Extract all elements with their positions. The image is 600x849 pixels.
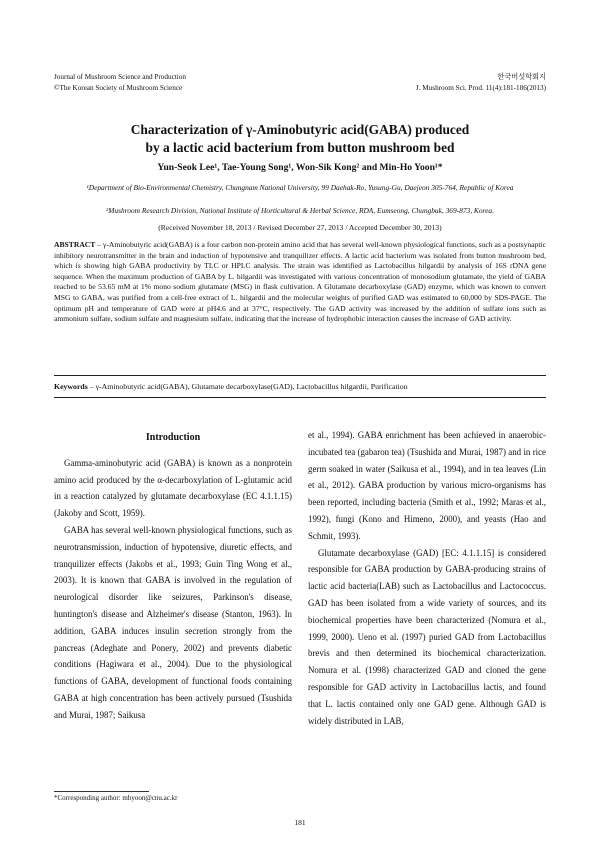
corresponding-author-footnote: *Corresponding author: mhyoon@cnu.ac.kr (54, 794, 178, 802)
intro-paragraph-3: et al., 1994). GABA enrichment has been achieved in anaerobic-incubated tea (gabaron tea) (Tsushida and Murai, 1987) and in rice germ soaked in water (Saikusa et al., 1994), and in tea leaves (Lin et al., 2012). GABA production by various micro-organisms has been reported, including bacteria (Smith et al., 1992; Maras et al., 1992), fungi (Kono and Himeno, 2000), and yeasts (Hao and Schmit, 1993). (308, 430, 546, 541)
journal-header (54, 72, 186, 93)
footnote-rule (54, 791, 149, 792)
title-line-1: Characterization of γ-Aminobutyric acid(GABA) produced (130, 122, 470, 137)
affiliation-2: ²Mushroom Research Division, National Institute of Horticultural & Herbal Science, RDA, Eumseong, Chungbuk, 369-873, Korea. (106, 206, 494, 215)
received-dates: (Received November 18, 2013 / Revised December 27, 2013 / Accepted December 30, 2013) (158, 223, 442, 232)
right-column (308, 427, 546, 729)
intro-paragraph-1: Gamma-aminobutyric acid (GABA) is known as a nonprotein amino acid produced by the α-decarboxylation of L-glutamic acid in a reaction catalyzed by glutamate decarboxylase (EC 4.1.1.15) (Jakoby and Scott, 1959). (54, 457, 292, 519)
keywords-top-rule (54, 375, 546, 376)
journal-name: Journal of Mushroom Science and Production (54, 73, 186, 81)
abstract-text: γ-Aminobutyric acid(GABA) is a four carbon non-protein amino acid that has several well-known physiological functions, such as a postsynaptic inhibitory neurotransmitter in the brain and induction of hypotensive and tranquilizer effects. A lactic acid bacterium was isolated from button mushroom bed, which is showing high GABA productivity by TLC or HPLC analysis. The strain was identified as Lactobacillus hilgardii by analysis of 16S rDNA gene sequence. When the maximum production of GABA by L. hilgardii was investigated with various concentration of monosodium glutamate, the yield of GABA reached to be 53.65 mM at 1% mono sodium glutamate (MSG) in flask cultivation. A Glutamate decarboxylase (GAD) enzyme, which was known to convert MSG to GABA, was purified from a cell-free extract of L. hilgardii and the molecular weights of purified GAD was estimated to 60,000 by SDS-PAGE. The optimum pH and temperature of GAD were at pH4.6 and at 37°C, respectively. The GAD activity was increased by the addition of sulfate ions such as ammonium sulfate, sodium sulfate and magnesium sulfate, indicating that the increase of hydrophobic interaction causes the increase of GAD activity. (54, 240, 546, 324)
author-list: Yun-Seok Lee¹, Tae-Young Song¹, Won-Sik Kong² and Min-Ho Yoon¹* (157, 162, 443, 173)
intro-paragraph-4: Glutamate decarboxylase (GAD) [EC: 4.1.1.15] is considered responsible for GABA production by GABA-producing strains of lactic acid bacteria(LAB) such as Lactobacillus and Lactococcus. GAD has been isolated from a wide variety of sources, and its biochemical properties have been characterized (Nomura et al., 1999, 2000). Ueno et al. (1997) puried GAD from Lactobacillus brevis and then determined its biochemical characterization. Nomura et al. (1998) characterized GAD and cloned the gene responsible for GAD activity in Lactobacillus lactis, and found that L. lactis contained only one GAD gene. Although GAD is widely distributed in LAB, (308, 547, 546, 726)
journal-korean-name: 한국버섯학회지 (497, 73, 546, 81)
keywords-dash: – (89, 382, 96, 391)
society-name: ©The Korean Society of Mushroom Science (54, 83, 183, 92)
abstract-label: ABSTRACT (54, 240, 96, 249)
keywords (54, 382, 546, 391)
left-column (54, 425, 292, 724)
abstract-dash: – (97, 240, 103, 249)
intro-paragraph-2: GABA has several well-known physiological functions, such as neurotransmission, induction of hypotensive, diuretic effects, and tranquilizer effects (Jakobs et al., 1993; Guin Ting Wong et al., 2003). It is known that GABA is involved in the regulation of neurological disorder like seizures, Parkinson's disease, huntington's disease and Alzheimer's disease (Stanton, 1963). In addition, GABA induces insulin secretion strongly from the pancreas (Adeghate and Ponery, 2002) and prevents diabetic conditions (Hagiwara et al., 2004). Due to the physiological functions of GABA, development of functional foods containing GABA at high concentration has been actively pursued (Tsushida and Murai, 1987; Saikusa (54, 524, 292, 720)
keywords-label: Keywords (54, 382, 88, 391)
citation-header (416, 72, 546, 93)
introduction-heading: Introduction (145, 432, 201, 443)
abstract (54, 240, 546, 325)
journal-citation: J. Mushroom Sci. Prod. 11(4):181-186(2013) (415, 83, 546, 92)
title-line-2: by a lactic acid bacterium from button mushroom bed (145, 140, 455, 155)
paper-title (54, 121, 546, 157)
keywords-bottom-rule (54, 397, 546, 398)
page-number: 181 (294, 818, 306, 827)
keywords-text: γ-Aminobutyric acid(GABA), Glutamate decarboxylase(GAD), Lactobacillus hilgardii, Purification (95, 382, 408, 391)
affiliation-1: ¹Department of Bio-Environmental Chemistry, Chungnam National University, 99 Daehak-Ro, Yusung-Gu, Daejeon 305-764, Republic of Korea (86, 183, 514, 192)
